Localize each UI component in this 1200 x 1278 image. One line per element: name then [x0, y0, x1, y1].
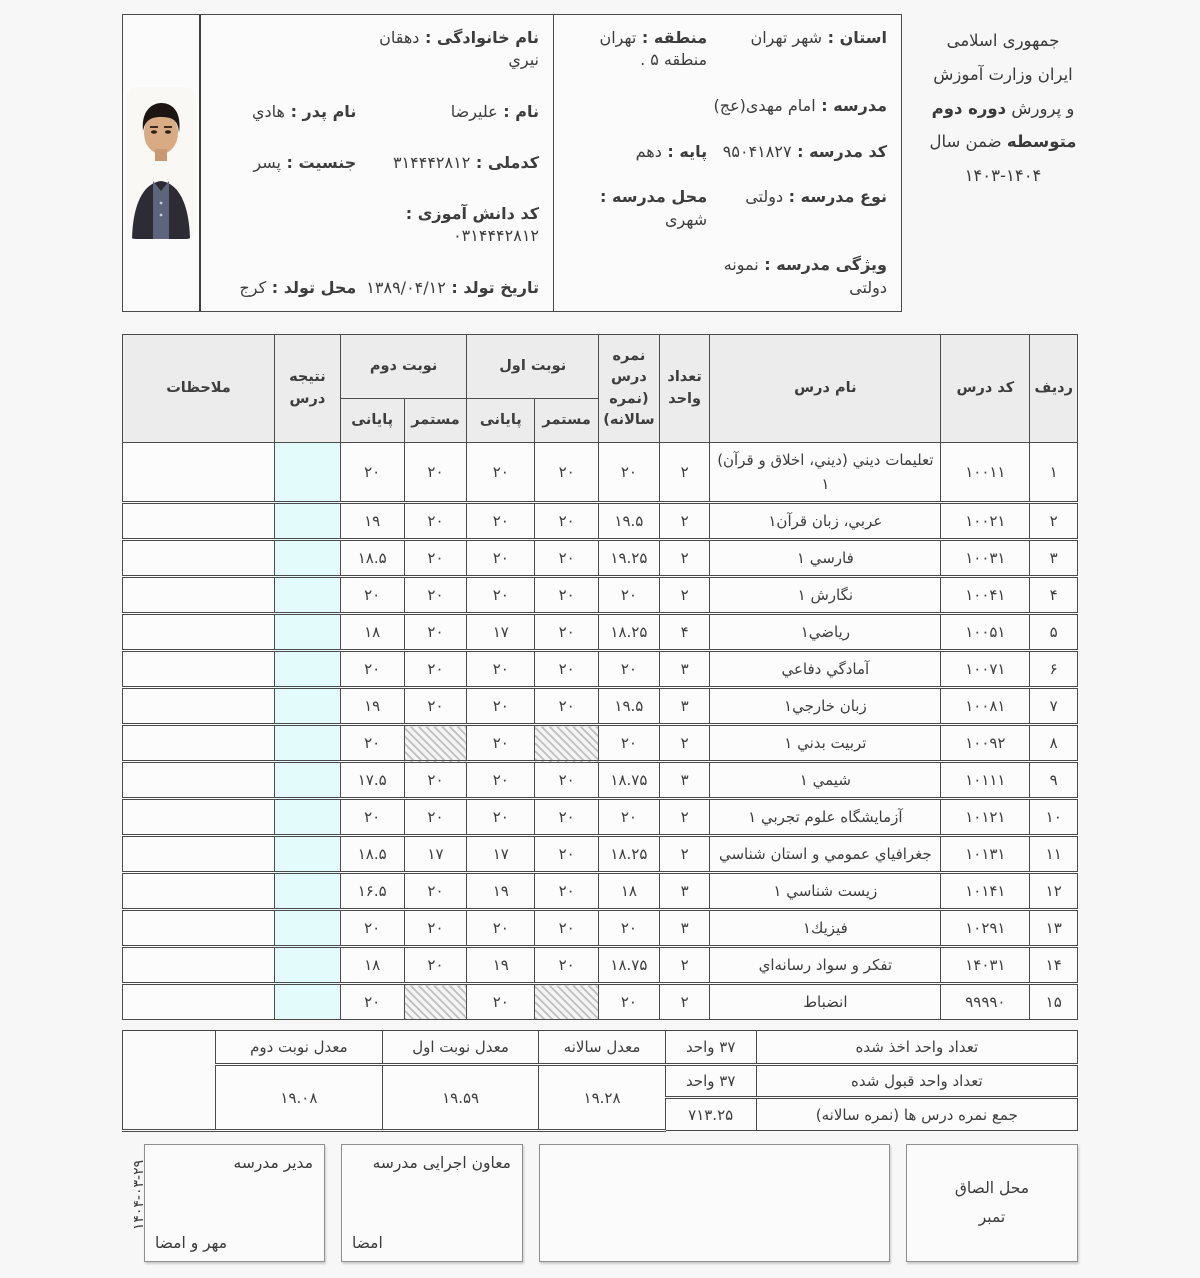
annual-grade: ۲۰: [599, 443, 660, 503]
info-row: [215, 27, 539, 72]
table-row: [123, 651, 1078, 688]
course-code: ۱۰۰۷۱: [941, 651, 1030, 688]
stamp-label: محل الصاق تمبر: [954, 1178, 1030, 1226]
annual-grade: ۱۹.۲۵: [599, 540, 660, 577]
field-national-id: [362, 152, 539, 174]
field-label: کد مدرسه :: [792, 142, 887, 161]
field-value: شهری: [664, 209, 708, 229]
header-term2-continuous: مستمر: [404, 399, 467, 443]
annual-average-label: معدل سالانه: [539, 1031, 665, 1065]
field-grade-level: [568, 141, 707, 163]
remarks: [123, 651, 275, 688]
signature-section: [122, 1144, 1078, 1278]
field-value: پسر: [253, 152, 281, 172]
header-remarks: ملاحظات: [123, 335, 275, 443]
course-name: جغرافياي عمومي و استان شناسي: [710, 836, 941, 873]
units: ۳: [659, 651, 710, 688]
units-passed-value: ۳۷ واحد: [665, 1065, 756, 1098]
term2-average-value: ۱۹.۰۸: [216, 1065, 383, 1131]
field-label: استان :: [822, 28, 887, 47]
units: ۲: [659, 947, 710, 984]
course-name: زبان خارجي۱: [710, 688, 941, 725]
school-info: [553, 15, 901, 311]
t2-final: ۱۷.۵: [340, 762, 404, 799]
course-code: ۱۰۰۵۱: [941, 614, 1030, 651]
remarks: [123, 540, 275, 577]
annual-grade: ۱۹.۵: [599, 503, 660, 540]
course-name: تربيت بدني ۱: [710, 725, 941, 762]
field-value: تهران منطقه ۵ .: [599, 28, 708, 70]
header-course-code: کد درس: [941, 335, 1030, 443]
t1-final: ۲۰: [467, 910, 535, 947]
t2-continuous: ۲۰: [404, 443, 467, 503]
ministry-period: ضمن سال: [929, 132, 1002, 152]
field-label: کد دانش آموزی :: [406, 204, 539, 223]
row-index: ۹: [1030, 762, 1078, 799]
course-result: [274, 762, 340, 799]
principal-title: مدیر مدرسه: [233, 1154, 313, 1172]
table-row: [123, 443, 1078, 503]
total-score-value: ۷۱۳.۲۵: [665, 1098, 756, 1131]
header-row-index: ردیف: [1030, 335, 1078, 443]
course-code: ۱۰۱۲۱: [941, 799, 1030, 836]
header-term2-final: پایانی: [340, 399, 404, 443]
deputy-title: معاون اجرایی مدرسه: [372, 1154, 511, 1172]
header-term1-continuous: مستمر: [535, 399, 599, 443]
course-name: نگارش ۱: [710, 577, 941, 614]
issue-date-vertical: ۱۴۰۴-۰۳-۲۹: [131, 1159, 147, 1231]
student-info: [199, 15, 553, 311]
field-birth-date: [362, 277, 539, 299]
field-school-feature: [713, 254, 887, 299]
field-label: تاریخ تولد :: [446, 278, 539, 297]
field-birth-place: [215, 277, 356, 299]
table-row: [123, 947, 1078, 984]
field-province: [713, 27, 887, 72]
remarks: [123, 762, 275, 799]
course-result: [274, 984, 340, 1020]
field-value: نمونه دولتی: [723, 255, 887, 297]
principal-sign-label: مهر و امضا: [155, 1234, 228, 1252]
remarks: [123, 577, 275, 614]
course-result: [274, 873, 340, 910]
field-label: نام خانوادگی :: [419, 28, 539, 47]
t2-continuous: ۲۰: [404, 540, 467, 577]
row-index: ۸: [1030, 725, 1078, 762]
ministry-level: دوره دوم متوسطه: [931, 98, 1077, 152]
remarks: [123, 984, 275, 1020]
header-term1: نوبت اول: [467, 335, 599, 399]
annual-grade: ۱۸.۲۵: [599, 836, 660, 873]
t1-continuous: [535, 984, 599, 1020]
t2-continuous: ۲۰: [404, 799, 467, 836]
t1-final: ۲۰: [467, 577, 535, 614]
course-name: فيزيك۱: [710, 910, 941, 947]
field-value: ۳۱۴۴۴۲۸۱۲: [392, 152, 471, 172]
field-value: دولتی: [745, 187, 784, 207]
principal-box: [131, 1144, 325, 1262]
course-name: تفكر و سواد رسانه‌اي: [710, 947, 941, 984]
annual-grade: ۱۸: [599, 873, 660, 910]
row-index: ۱۰: [1030, 799, 1078, 836]
table-row: [123, 984, 1078, 1020]
table-row: [123, 836, 1078, 873]
total-score-label: جمع نمره درس ها (نمره سالانه): [756, 1098, 1077, 1131]
info-row: [568, 27, 887, 72]
annual-grade: ۱۸.۷۵: [599, 762, 660, 799]
course-name: رياضي۱: [710, 614, 941, 651]
units: ۲: [659, 725, 710, 762]
t1-final: ۲۰: [467, 688, 535, 725]
annual-grade: ۲۰: [599, 984, 660, 1020]
course-result: [274, 540, 340, 577]
remarks: [123, 503, 275, 540]
units: ۳: [659, 910, 710, 947]
t1-final: ۲۰: [467, 503, 535, 540]
annual-grade: ۱۸.۷۵: [599, 947, 660, 984]
t2-final: ۱۸: [340, 947, 404, 984]
report-card-page: [122, 14, 1078, 1278]
field-gender: [215, 152, 356, 174]
course-name: آزمايشگاه علوم تجربي ۱: [710, 799, 941, 836]
field-label: مدرسه :: [816, 96, 887, 115]
header-section: [122, 14, 1078, 312]
field-label: محل مدرسه :: [600, 187, 707, 206]
ministry-year: ۱۴۰۳-۱۴۰۴: [964, 166, 1042, 186]
t1-final: ۲۰: [467, 651, 535, 688]
annual-grade: ۲۰: [599, 910, 660, 947]
field-father-name: [215, 101, 356, 123]
t2-continuous: ۲۰: [404, 614, 467, 651]
field-label: جنسیت :: [281, 153, 356, 172]
t2-final: ۱۶.۵: [340, 873, 404, 910]
row-index: ۱۲: [1030, 873, 1078, 910]
table-row: [123, 799, 1078, 836]
t1-final: ۲۰: [467, 984, 535, 1020]
remarks: [123, 443, 275, 503]
table-row: [123, 688, 1078, 725]
annual-grade: ۲۰: [599, 725, 660, 762]
field-school: [713, 95, 887, 117]
field-value: کرج: [239, 277, 267, 297]
t1-continuous: ۲۰: [535, 947, 599, 984]
t1-continuous: ۲۰: [535, 577, 599, 614]
header-term1-final: پایانی: [467, 399, 535, 443]
t2-final: ۲۰: [340, 443, 404, 503]
field-school-location: [568, 186, 707, 231]
summary-table: [122, 1030, 1078, 1132]
info-row: [215, 152, 539, 174]
remarks: [123, 614, 275, 651]
ministry-header: [928, 14, 1078, 193]
course-code: ۱۰۱۳۱: [941, 836, 1030, 873]
course-result: [274, 443, 340, 503]
info-row: [568, 141, 887, 163]
t1-continuous: ۲۰: [535, 799, 599, 836]
summary-row: [123, 1031, 1078, 1065]
course-code: ۱۰۰۸۱: [941, 688, 1030, 725]
course-code: ۱۰۰۴۱: [941, 577, 1030, 614]
course-code: ۱۴۰۳۱: [941, 947, 1030, 984]
t1-continuous: ۲۰: [535, 762, 599, 799]
row-index: ۲: [1030, 503, 1078, 540]
units-taken-label: تعداد واحد اخذ شده: [756, 1031, 1077, 1065]
t1-final: ۲۰: [467, 762, 535, 799]
units: ۲: [659, 443, 710, 503]
notes-box: [539, 1144, 890, 1262]
units: ۴: [659, 614, 710, 651]
t2-final: ۱۹: [340, 503, 404, 540]
course-code: ۹۹۹۹۰: [941, 984, 1030, 1020]
field-value: عليرضا: [450, 101, 498, 121]
t2-final: ۱۸.۵: [340, 836, 404, 873]
t2-continuous: ۲۰: [404, 910, 467, 947]
course-code: ۱۰۰۲۱: [941, 503, 1030, 540]
info-row: [215, 101, 539, 123]
remarks: [123, 836, 275, 873]
units-taken-value: ۳۷ واحد: [665, 1031, 756, 1065]
t2-final: ۲۰: [340, 651, 404, 688]
field-label: نام پدر :: [285, 102, 356, 121]
field-label: منطقه :: [636, 28, 707, 47]
t1-continuous: ۲۰: [535, 503, 599, 540]
units: ۲: [659, 540, 710, 577]
remarks: [123, 725, 275, 762]
field-value: شهر تهران: [750, 28, 823, 47]
row-index: ۱۳: [1030, 910, 1078, 947]
table-row: [123, 725, 1078, 762]
t1-final: ۲۰: [467, 443, 535, 503]
course-result: [274, 725, 340, 762]
course-code: ۱۰۱۴۱: [941, 873, 1030, 910]
t2-final: ۲۰: [340, 799, 404, 836]
header-annual-grade: نمره درس (نمره سالانه): [599, 335, 660, 443]
course-code: ۱۰۲۹۱: [941, 910, 1030, 947]
remarks: [123, 910, 275, 947]
info-row: [568, 254, 887, 299]
table-row: [123, 577, 1078, 614]
units: ۲: [659, 836, 710, 873]
units: ۳: [659, 688, 710, 725]
t2-final: ۱۸: [340, 614, 404, 651]
field-student-id: [362, 203, 539, 248]
info-row: [215, 277, 539, 299]
term1-average-value: ۱۹.۵۹: [382, 1065, 539, 1131]
table-row: [123, 910, 1078, 947]
field-value: دهم: [635, 141, 662, 161]
units: ۳: [659, 873, 710, 910]
field-value: ۰۳۱۴۴۴۲۸۱۲: [453, 226, 539, 246]
t2-continuous: ۲۰: [404, 873, 467, 910]
field-value: هادي: [252, 101, 285, 121]
t1-continuous: ۲۰: [535, 836, 599, 873]
header-result: نتیجه درس: [274, 335, 340, 443]
units: ۲: [659, 577, 710, 614]
t1-continuous: ۲۰: [535, 540, 599, 577]
t2-continuous: ۲۰: [404, 762, 467, 799]
info-row: [568, 186, 887, 231]
header-units: تعداد واحد: [659, 335, 710, 443]
row-index: ۱۵: [1030, 984, 1078, 1020]
t2-final: ۲۰: [340, 910, 404, 947]
t1-final: ۲۰: [467, 725, 535, 762]
field-school-code: [713, 141, 887, 163]
annual-grade: ۱۸.۲۵: [599, 614, 660, 651]
remarks: [123, 947, 275, 984]
row-index: ۱: [1030, 443, 1078, 503]
t1-final: ۲۰: [467, 799, 535, 836]
row-index: ۶: [1030, 651, 1078, 688]
field-first-name: [362, 101, 539, 123]
remarks: [123, 873, 275, 910]
course-result: [274, 910, 340, 947]
course-name: شيمي ۱: [710, 762, 941, 799]
deputy-box: [341, 1144, 523, 1262]
remarks: [123, 799, 275, 836]
annual-grade: ۲۰: [599, 577, 660, 614]
t1-final: ۲۰: [467, 540, 535, 577]
field-school-type: [713, 186, 887, 231]
field-label: نام :: [498, 102, 539, 121]
table-header-row: [123, 335, 1078, 399]
annual-grade: ۲۰: [599, 651, 660, 688]
t1-continuous: [535, 725, 599, 762]
grades-table: [122, 334, 1078, 1020]
course-name: فارسي ۱: [710, 540, 941, 577]
term1-average-label: معدل نوبت اول: [382, 1031, 539, 1065]
summary-row: [123, 1065, 1078, 1098]
table-row: [123, 762, 1078, 799]
header-term2: نوبت دوم: [340, 335, 467, 399]
field-label: ویژگی مدرسه :: [759, 255, 887, 274]
table-row: [123, 873, 1078, 910]
row-index: ۵: [1030, 614, 1078, 651]
info-box: [122, 14, 902, 312]
units: ۳: [659, 762, 710, 799]
row-index: ۱۱: [1030, 836, 1078, 873]
t1-final: ۱۷: [467, 836, 535, 873]
t2-continuous: ۲۰: [404, 503, 467, 540]
course-result: [274, 947, 340, 984]
t1-final: ۱۹: [467, 873, 535, 910]
field-last-name: [362, 27, 539, 72]
course-code: ۱۰۰۹۲: [941, 725, 1030, 762]
t1-continuous: ۲۰: [535, 688, 599, 725]
t2-final: ۲۰: [340, 984, 404, 1020]
t1-continuous: ۲۰: [535, 651, 599, 688]
info-row: [215, 203, 539, 248]
t1-final: ۱۷: [467, 614, 535, 651]
field-label: کدملی :: [470, 153, 539, 172]
remarks: [123, 688, 275, 725]
field-label: نوع مدرسه :: [783, 187, 887, 206]
student-photo: [126, 87, 196, 239]
table-row: [123, 614, 1078, 651]
course-name: زيست شناسي ۱: [710, 873, 941, 910]
t2-continuous: ۱۷: [404, 836, 467, 873]
field-value: امام مهدی(عج): [713, 96, 816, 115]
field-label: محل تولد :: [266, 278, 356, 297]
t1-continuous: ۲۰: [535, 910, 599, 947]
course-name: انضباط: [710, 984, 941, 1020]
t2-final: ۲۰: [340, 577, 404, 614]
course-code: ۱۰۰۱۱: [941, 443, 1030, 503]
t2-continuous: ۲۰: [404, 651, 467, 688]
t1-final: ۱۹: [467, 947, 535, 984]
annual-grade: ۲۰: [599, 799, 660, 836]
field-value: ۹۵۰۴۱۸۲۷: [722, 141, 792, 161]
course-result: [274, 836, 340, 873]
annual-average-value: ۱۹.۲۸: [539, 1065, 665, 1131]
deputy-sign-label: امضا: [352, 1234, 383, 1252]
t1-continuous: ۲۰: [535, 443, 599, 503]
t2-final: ۲۰: [340, 725, 404, 762]
photo-column: [123, 15, 199, 311]
units-passed-label: تعداد واحد قبول شده: [756, 1065, 1077, 1098]
units: ۲: [659, 503, 710, 540]
t2-final: ۱۸.۵: [340, 540, 404, 577]
units: ۲: [659, 799, 710, 836]
t1-continuous: ۲۰: [535, 614, 599, 651]
field-label: پایه :: [662, 142, 707, 161]
stamp-box: [906, 1144, 1078, 1262]
t2-continuous: [404, 984, 467, 1020]
t2-continuous: [404, 725, 467, 762]
table-row: [123, 503, 1078, 540]
row-index: ۳: [1030, 540, 1078, 577]
course-result: [274, 651, 340, 688]
term2-average-label: معدل نوبت دوم: [216, 1031, 383, 1065]
ministry-org: جمهوری اسلامی ایران وزارت آموزش و پرورش: [933, 31, 1075, 118]
course-name: عربي، زبان قرآن۱: [710, 503, 941, 540]
row-index: ۴: [1030, 577, 1078, 614]
t2-continuous: ۲۰: [404, 688, 467, 725]
course-result: [274, 688, 340, 725]
row-index: ۷: [1030, 688, 1078, 725]
course-code: ۱۰۱۱۱: [941, 762, 1030, 799]
t2-final: ۱۹: [340, 688, 404, 725]
units: ۲: [659, 984, 710, 1020]
t2-continuous: ۲۰: [404, 577, 467, 614]
table-row: [123, 540, 1078, 577]
course-result: [274, 614, 340, 651]
summary-blank-cell: [123, 1031, 216, 1131]
field-value: دهقان نيري: [379, 28, 539, 70]
info-row: [568, 95, 887, 117]
header-course-name: نام درس: [710, 335, 941, 443]
course-result: [274, 799, 340, 836]
t2-continuous: ۲۰: [404, 947, 467, 984]
course-name: آمادگي دفاعي: [710, 651, 941, 688]
annual-grade: ۱۹.۵: [599, 688, 660, 725]
field-district: [568, 27, 707, 72]
course-name: تعليمات ديني (ديني، اخلاق و قرآن) ۱: [710, 443, 941, 503]
field-value: ۱۳۸۹/۰۴/۱۲: [366, 277, 446, 297]
row-index: ۱۴: [1030, 947, 1078, 984]
t1-continuous: ۲۰: [535, 873, 599, 910]
course-code: ۱۰۰۳۱: [941, 540, 1030, 577]
course-result: [274, 577, 340, 614]
grades-table-body: [123, 443, 1078, 1020]
course-result: [274, 503, 340, 540]
